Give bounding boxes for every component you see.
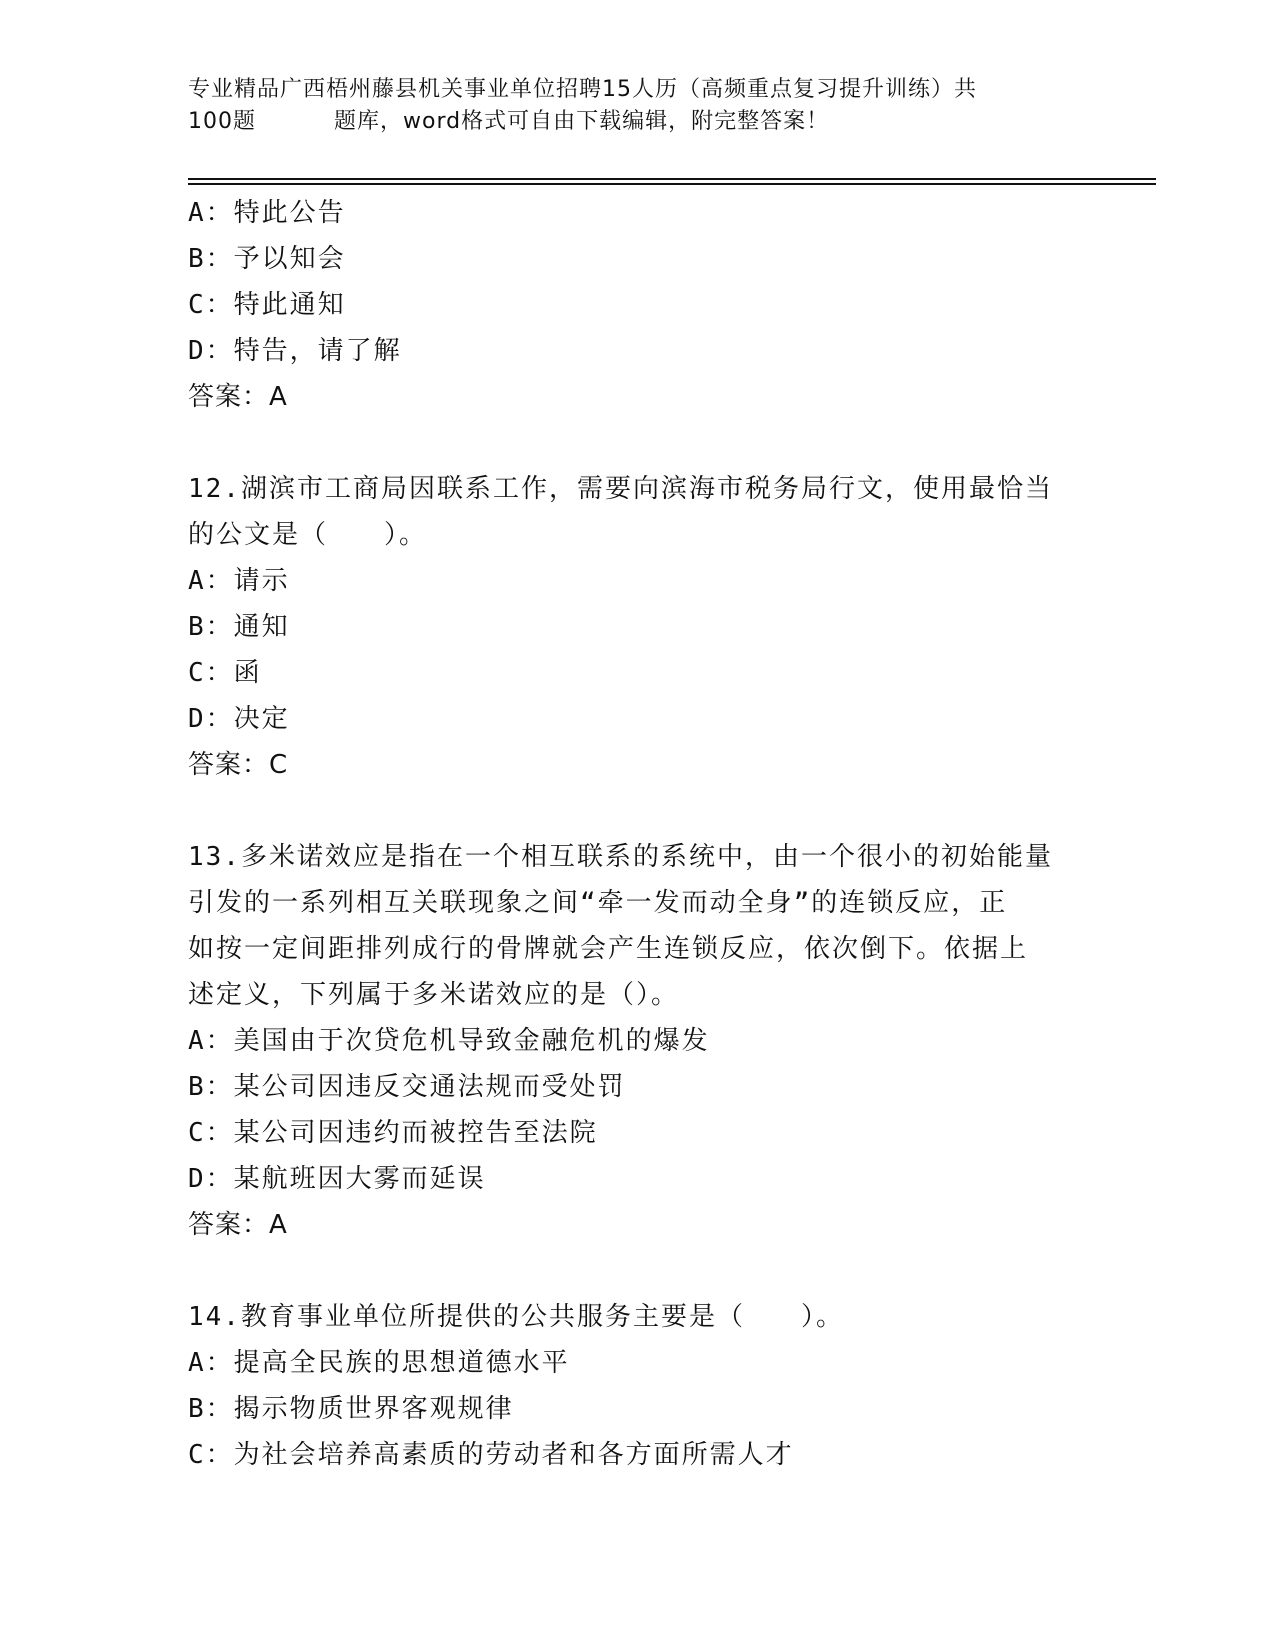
question-stem-line: 的公文是（ ）。 xyxy=(188,520,428,550)
option-c: C：某公司因违约而被控告至法院 xyxy=(188,1118,598,1148)
header-divider-bottom xyxy=(188,183,1156,185)
question-stem-line: 如按一定间距排列成行的骨牌就会产生连锁反应，依次倒下。依据上 xyxy=(188,934,1029,964)
option-b: B：揭示物质世界客观规律 xyxy=(188,1394,514,1424)
option-c: C：特此通知 xyxy=(188,290,346,320)
header-title-line2 xyxy=(188,106,1088,138)
option-c: C：为社会培养高素质的劳动者和各方面所需人才 xyxy=(188,1440,794,1470)
question-14 xyxy=(188,1294,1088,1478)
header-title-count: 100题 xyxy=(188,109,256,134)
option-c: C：函 xyxy=(188,658,262,688)
question-stem-line: 14.教育事业单位所提供的公共服务主要是（ ）。 xyxy=(188,1302,844,1332)
header-divider-top xyxy=(188,178,1156,180)
option-a: A：特此公告 xyxy=(188,198,346,228)
option-b: B：某公司因违反交通法规而受处罚 xyxy=(188,1072,626,1102)
question-11 xyxy=(188,190,1088,420)
document-header xyxy=(188,74,1088,138)
option-b: B：通知 xyxy=(188,612,290,642)
option-a: A：请示 xyxy=(188,566,290,596)
question-13 xyxy=(188,834,1088,1248)
header-title-rest: 题库，word格式可自由下载编辑，附完整答案！ xyxy=(334,109,830,134)
answer: 答案：A xyxy=(188,1210,288,1240)
option-d: D：决定 xyxy=(188,704,290,734)
question-content xyxy=(188,190,1088,1478)
question-stem-line: 12.湖滨市工商局因联系工作，需要向滨海市税务局行文，使用最恰当 xyxy=(188,474,1053,504)
answer: 答案：C xyxy=(188,750,289,780)
question-stem-line: 述定义，下列属于多米诺效应的是（）。 xyxy=(188,980,680,1010)
question-stem-line: 引发的一系列相互关联现象之间“牵一发而动全身”的连锁反应，正 xyxy=(188,888,1008,918)
question-stem-line: 13.多米诺效应是指在一个相互联系的系统中，由一个很小的初始能量 xyxy=(188,842,1053,872)
option-d: D：某航班因大雾而延误 xyxy=(188,1164,486,1194)
question-12 xyxy=(188,466,1088,788)
answer: 答案：A xyxy=(188,382,288,412)
option-a: A：美国由于次贷危机导致金融危机的爆发 xyxy=(188,1026,710,1056)
option-b: B：予以知会 xyxy=(188,244,346,274)
option-a: A：提高全民族的思想道德水平 xyxy=(188,1348,570,1378)
option-d: D：特告，请了解 xyxy=(188,336,402,366)
header-title-line1: 专业精品广西梧州藤县机关事业单位招聘15人历（高频重点复习提升训练）共 xyxy=(188,77,977,102)
